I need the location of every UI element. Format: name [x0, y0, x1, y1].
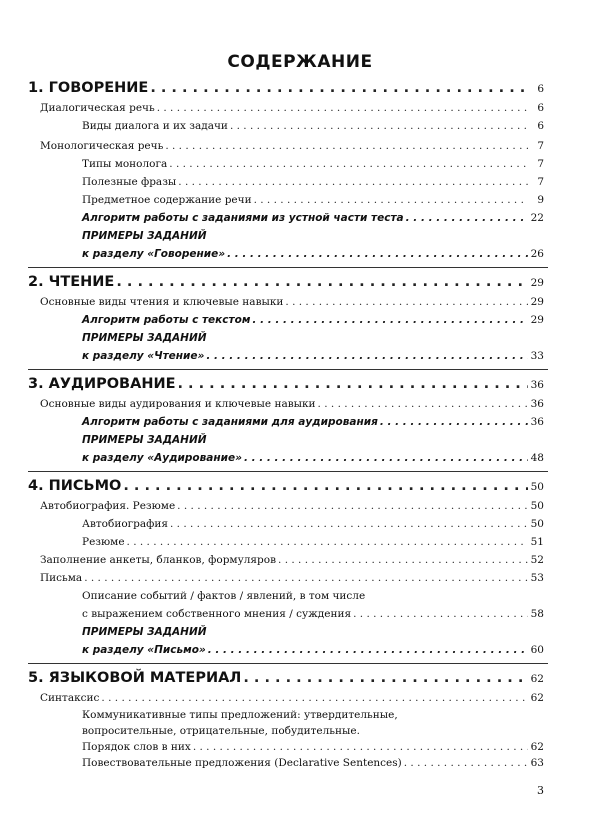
page-ref: 63: [530, 757, 544, 769]
entry-label: Синтаксис: [40, 692, 100, 704]
toc-entry-algorithm[interactable]: [82, 416, 544, 428]
page-ref: 36: [530, 416, 544, 428]
toc-entry[interactable]: [40, 140, 544, 152]
page-ref: 7: [537, 176, 544, 188]
toc-entry[interactable]: [40, 554, 544, 566]
toc-entry[interactable]: [40, 296, 544, 308]
section-divider: [28, 471, 548, 472]
toc-entry-algorithm[interactable]: [82, 212, 544, 224]
entry-label: к разделу «Письмо»: [82, 644, 206, 656]
page-title: СОДЕРЖАНИЕ: [227, 52, 373, 72]
entry-label: к разделу «Аудирование»: [82, 452, 242, 464]
examples-heading: ПРИМЕРЫ ЗАДАНИЙ: [82, 332, 207, 344]
examples-heading: ПРИМЕРЫ ЗАДАНИЙ: [82, 434, 207, 446]
page-ref: 33: [530, 350, 544, 362]
page-ref: 48: [530, 452, 544, 464]
page-ref: 29: [530, 277, 544, 289]
entry-label: Основные виды аудирования и ключевые навыки: [40, 398, 316, 410]
page-ref: 50: [530, 518, 544, 530]
toc-entry-examples[interactable]: [82, 644, 544, 656]
toc-entry[interactable]: [82, 194, 544, 206]
page-ref: 36: [530, 398, 544, 410]
toc-entry[interactable]: [40, 102, 544, 114]
entry-label: Письма: [40, 572, 83, 584]
entry-label: Виды диалога и их задачи: [82, 120, 228, 132]
toc-section-language[interactable]: [28, 670, 544, 686]
entry-label: Заполнение анкеты, бланков, формуляров: [40, 554, 277, 566]
section-title: 3. АУДИРОВАНИЕ: [28, 376, 176, 392]
entry-label-line: Коммуникативные типы предложений: утвердительные,: [82, 709, 398, 721]
entry-label: Автобиография. Резюме: [40, 500, 176, 512]
section-title: 2. ЧТЕНИЕ: [28, 274, 115, 290]
page-ref: 50: [530, 500, 544, 512]
entry-label: Порядок слов в них: [82, 741, 191, 753]
toc-entry[interactable]: [82, 176, 544, 188]
section-title: 1. ГОВОРЕНИЕ: [28, 80, 149, 96]
page-ref: 62: [530, 673, 544, 685]
page-ref: 62: [530, 741, 544, 753]
toc-entry[interactable]: [40, 572, 544, 584]
page-ref: 53: [530, 572, 544, 584]
page-ref: 6: [537, 120, 544, 132]
section-title: 5. ЯЗЫКОВОЙ МАТЕРИАЛ: [28, 670, 242, 686]
page-ref: 50: [530, 481, 544, 493]
toc-section-writing[interactable]: [28, 478, 544, 494]
examples-heading: ПРИМЕРЫ ЗАДАНИЙ: [82, 626, 207, 638]
page-ref: 26: [530, 248, 544, 260]
toc-entry-examples[interactable]: [82, 350, 544, 362]
toc-section-listening[interactable]: [28, 376, 544, 392]
entry-label: Предметное содержание речи: [82, 194, 252, 206]
entry-label: Резюме: [82, 536, 125, 548]
toc-entry[interactable]: [82, 518, 544, 530]
toc-section-reading[interactable]: [28, 274, 544, 290]
page-ref: 60: [530, 644, 544, 656]
examples-heading: ПРИМЕРЫ ЗАДАНИЙ: [82, 230, 207, 242]
entry-label: Диалогическая речь: [40, 102, 155, 114]
toc-entry[interactable]: [40, 398, 544, 410]
toc-entry[interactable]: [82, 536, 544, 548]
entry-label: Полезные фразы: [82, 176, 177, 188]
section-divider: [28, 267, 548, 268]
entry-label: Основные виды чтения и ключевые навыки: [40, 296, 284, 308]
toc-entry-examples[interactable]: [82, 452, 544, 464]
entry-label: к разделу «Говорение»: [82, 248, 226, 260]
toc-entry[interactable]: [82, 741, 544, 753]
toc-entry[interactable]: [82, 158, 544, 170]
toc-entry[interactable]: [40, 500, 544, 512]
page-ref: 9: [537, 194, 544, 206]
entry-label: к разделу «Чтение»: [82, 350, 205, 362]
page-number: 3: [537, 784, 544, 797]
entry-label: Монологическая речь: [40, 140, 164, 152]
page-ref: 51: [530, 536, 544, 548]
toc-entry-algorithm[interactable]: [82, 314, 544, 326]
toc-entry-examples[interactable]: [82, 248, 544, 260]
page-ref: 62: [530, 692, 544, 704]
toc-entry[interactable]: [82, 120, 544, 132]
entry-label: Повествовательные предложения (Declarative Sentences): [82, 757, 402, 769]
entry-label: Алгоритм работы с заданиями из устной части теста: [82, 212, 404, 224]
page-ref: 36: [530, 379, 544, 391]
page-ref: 7: [537, 140, 544, 152]
page-ref: 6: [537, 102, 544, 114]
toc-entry[interactable]: [40, 692, 544, 704]
page-ref: 7: [537, 158, 544, 170]
toc-entry[interactable]: [82, 757, 544, 769]
entry-label-line: Описание событий / фактов / явлений, в том числе: [82, 590, 366, 602]
page-ref: 29: [530, 296, 544, 308]
section-divider: [28, 663, 548, 664]
page-ref: 52: [530, 554, 544, 566]
page-ref: 29: [530, 314, 544, 326]
section-title: 4. ПИСЬМО: [28, 478, 122, 494]
toc-entry[interactable]: [82, 608, 544, 620]
page-ref: 58: [530, 608, 544, 620]
page-ref: 22: [530, 212, 544, 224]
toc-section-speaking[interactable]: [28, 80, 544, 96]
page-ref: 6: [537, 83, 544, 95]
entry-label-line: вопросительные, отрицательные, побудительные.: [82, 725, 360, 737]
section-divider: [28, 369, 548, 370]
entry-label: Алгоритм работы с заданиями для аудирования: [82, 416, 378, 428]
entry-label: с выражением собственного мнения / суждения: [82, 608, 352, 620]
entry-label: Алгоритм работы с текстом: [82, 314, 251, 326]
entry-label: Автобиография: [82, 518, 168, 530]
entry-label: Типы монолога: [82, 158, 168, 170]
